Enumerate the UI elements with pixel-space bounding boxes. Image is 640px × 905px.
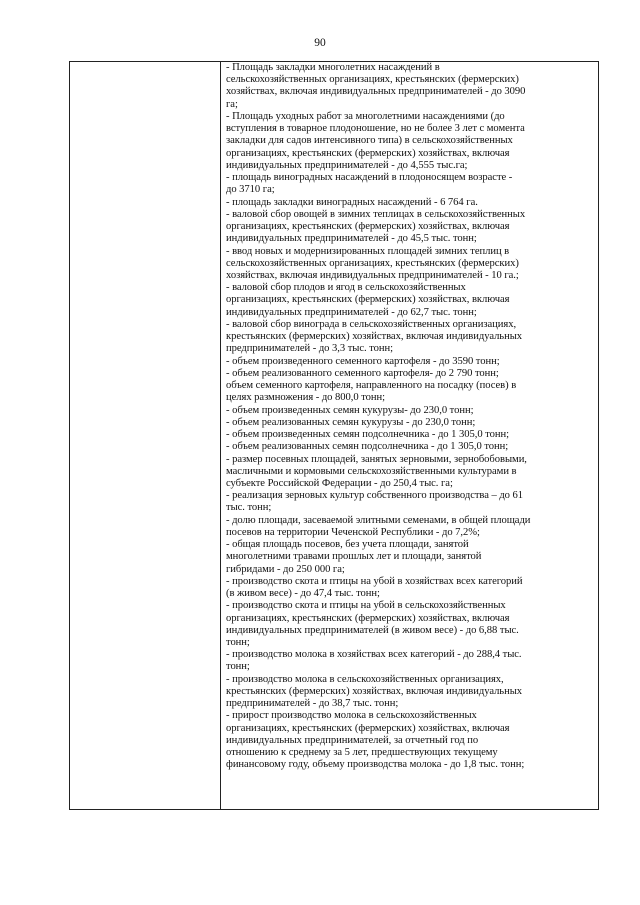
text-line: тыс. тонн; <box>226 502 272 514</box>
page-number: 90 <box>314 37 326 49</box>
text-line: - производство молока в хозяйствах всех категорий - до 288,4 тыс. <box>226 649 522 661</box>
text-line: - ввод новых и модернизированных площадей зимних теплиц в <box>226 245 510 257</box>
text-line: - площадь виноградных насаждений в плодоносящем возрасте - <box>226 172 513 184</box>
text-line: - общая площадь посевов, без учета площади, занятой <box>226 539 469 551</box>
text-line: га; <box>226 98 238 110</box>
text-line: субъекте Российской Федерации - до 250,4 тыс. га; <box>226 477 453 489</box>
text-line: многолетними травами прошлых лет и площади, занятой <box>226 551 482 563</box>
text-line: - площадь закладки виноградных насаждений - 6 764 га. <box>226 196 478 208</box>
text-line: - объем реализованных семян подсолнечника - до 1 305,0 тонн; <box>226 441 509 453</box>
text-line: индивидуальных предпринимателей - до 62,7 тыс. тонн; <box>226 306 477 318</box>
text-line: организациях, крестьянских (фермерских) хозяйствах, включая <box>226 612 510 624</box>
text-line: - производство скота и птицы на убой в сельскохозяйственных <box>226 600 506 612</box>
text-line: целях размножения - до 800,0 тонн; <box>226 392 386 404</box>
text-line: - реализация зерновых культур собственного производства – до 61 <box>226 490 524 502</box>
text-line: хозяйствах, включая индивидуальных предпринимателей - до 3090 <box>226 86 526 98</box>
text-line: предпринимателей - до 38,7 тыс. тонн; <box>226 698 399 710</box>
text-line: тонн; <box>226 661 250 673</box>
text-line: финансовому году, объему производства молока - до 1,8 тыс. тонн; <box>226 759 525 771</box>
text-line: - производство скота и птицы на убой в хозяйствах всех категорий <box>226 575 523 587</box>
text-line: - долю площади, засеваемой элитными семенами, в общей площади <box>226 514 531 526</box>
text-line: отношению к среднему за 5 лет, предшествующих текущему <box>226 747 498 759</box>
text-line: - Площадь уходных работ за многолетними насаждениями (до <box>226 110 505 122</box>
indicators-cell <box>221 62 598 809</box>
text-line: до 3710 га; <box>226 184 275 196</box>
text-line: хозяйствах, включая индивидуальных предпринимателей - 10 га.; <box>226 269 519 281</box>
text-line: - валовой сбор овощей в зимних теплицах в сельскохозяйственных <box>226 208 526 220</box>
text-line: - валовой сбор плодов и ягод в сельскохозяйственных <box>226 282 466 294</box>
text-line: организациях, крестьянских (фермерских) хозяйствах, включая <box>226 147 510 159</box>
text-line: вступления в товарное плодоношение, но не более 3 лет с момента <box>226 123 525 135</box>
text-line: (в живом весе) - до 47,4 тыс. тонн; <box>226 588 380 600</box>
text-line: - прирост производство молока в сельскохозяйственных <box>226 710 477 722</box>
text-line: тонн; <box>226 637 250 649</box>
text-line: индивидуальных предпринимателей, за отчетный год по <box>226 734 479 746</box>
text-line: посевов на территории Чеченской Республики - до 7,2%; <box>226 526 480 538</box>
text-line: - валовой сбор винограда в сельскохозяйственных организациях, <box>226 318 517 330</box>
text-line: сельскохозяйственных организациях, крестьянских (фермерских) <box>226 74 519 86</box>
text-line: - производство молока в сельскохозяйственных организациях, <box>226 673 504 685</box>
text-line: - Площадь закладки многолетних насаждений в <box>226 62 440 73</box>
text-line: сельскохозяйственных организациях, крестьянских (фермерских) <box>226 257 519 269</box>
text-line: организациях, крестьянских (фермерских) хозяйствах, включая <box>226 722 510 734</box>
text-line: - размер посевных площадей, занятых зерновыми, зернобобовыми, <box>226 453 527 465</box>
text-line: - объем произведенного семенного картофеля - до 3590 тонн; <box>226 355 500 367</box>
text-line: индивидуальных предпринимателей - до 45,5 тыс. тонн; <box>226 233 477 245</box>
text-line: - объем произведенных семян подсолнечника - до 1 305,0 тонн; <box>226 429 509 441</box>
text-line: организациях, крестьянских (фермерских) хозяйствах, включая <box>226 294 510 306</box>
text-line: индивидуальных предпринимателей (в живом весе) - до 6,88 тыс. <box>226 624 519 636</box>
empty-left-cell <box>70 62 221 809</box>
text-line: - объем реализованного семенного картофеля- до 2 790 тонн; <box>226 367 499 379</box>
text-line: объем семенного картофеля, направленного на посадку (посев) в <box>226 380 517 392</box>
text-line: - объем произведенных семян кукурузы- до 230,0 тонн; <box>226 404 474 416</box>
text-line: крестьянских (фермерских) хозяйствах, включая индивидуальных <box>226 685 523 697</box>
content-table <box>69 61 599 810</box>
text-line: предпринимателей - до 3,3 тыс. тонн; <box>226 343 394 355</box>
text-line: - объем реализованных семян кукурузы - до 230,0 тонн; <box>226 416 476 428</box>
text-line: индивидуальных предпринимателей - до 4,555 тыс.га; <box>226 159 468 171</box>
text-line: масличными и кормовыми сельскохозяйственными культурами в <box>226 465 517 477</box>
text-line: гибридами - до 250 000 га; <box>226 563 345 575</box>
text-line: закладки для садов интенсивного типа) в сельскохозяйственных <box>226 135 513 147</box>
text-line: организациях, крестьянских (фермерских) хозяйствах, включая <box>226 221 510 233</box>
text-line: крестьянских (фермерских) хозяйствах, включая индивидуальных <box>226 331 523 343</box>
